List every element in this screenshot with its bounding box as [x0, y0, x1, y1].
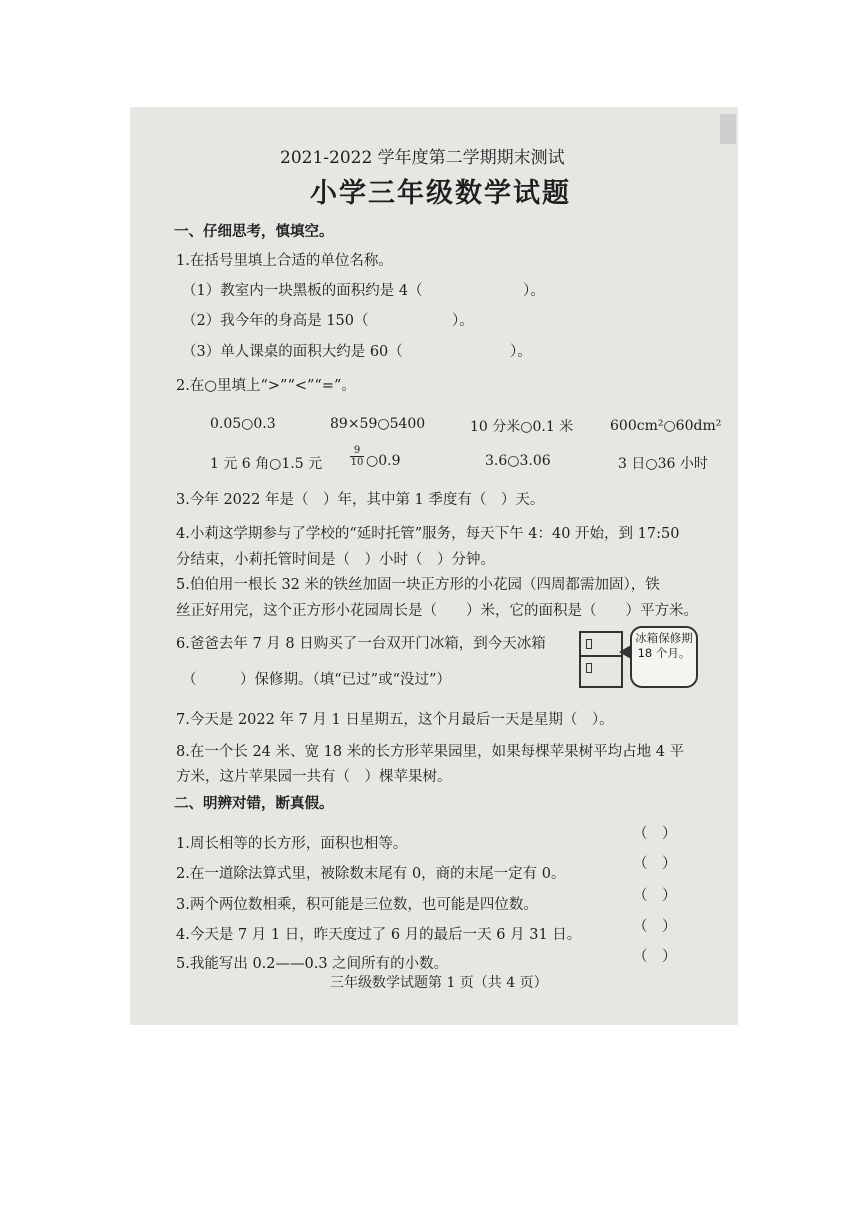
tf-answer-2[interactable]: （ ）	[633, 856, 677, 872]
q7: 7.今天是 2022 年 7 月 1 日星期五，这个月最后一天是星期（ ）。	[176, 712, 614, 728]
tf-item-3: 3.两个两位数相乘，积可能是三位数，也可能是四位数。	[176, 897, 538, 913]
q4-line2: 分结束，小莉托管时间是（ ）小时（ ）分钟。	[176, 552, 495, 568]
warranty-speech-bubble: 冰箱保修期 18 个月。	[630, 626, 698, 688]
q2-compare-1: 0.05○0.3	[210, 416, 276, 432]
q1-part3: （3）单人课桌的面积大约是 60（	[182, 344, 403, 360]
q4-line1: 4.小莉这学期参与了学校的“延时托管”服务，每天下午 4：40 开始，到 17:50	[176, 526, 680, 542]
q1-part1: （1）教室内一块黑板的面积约是 4（	[182, 283, 423, 299]
q5-line2: 丝正好用完，这个正方形小花园周长是（ ）米，它的面积是（ ）平方米。	[176, 603, 698, 619]
exam-paper-photo	[130, 107, 738, 1025]
q5-line1: 5.伯伯用一根长 32 米的铁丝加固一块正方形的小花园（四周都需加固），铁	[176, 577, 660, 593]
q2-compare-4: 600cm²○60dm²	[610, 418, 722, 434]
tf-answer-5[interactable]: （ ）	[633, 949, 677, 965]
tf-item-5: 5.我能写出 0.2——0.3 之间所有的小数。	[176, 956, 449, 972]
tf-item-1: 1.周长相等的长方形，面积也相等。	[176, 836, 408, 852]
q3: 3.今年 2022 年是（ ）年，其中第 1 季度有（ ）天。	[176, 492, 545, 508]
q2-fraction	[350, 445, 364, 468]
q1-stem: 1.在括号里填上合适的单位名称。	[176, 253, 393, 269]
q2-compare-3: 10 分米○0.1 米	[470, 419, 574, 435]
q2-compare-6: ○0.9	[366, 453, 401, 469]
section1-heading: 一、仔细思考，慎填空。	[174, 224, 334, 240]
fridge-door-divider	[581, 655, 621, 657]
tf-item-4: 4.今天是 7 月 1 日，昨天度过了 6 月的最后一天 6 月 31 日。	[176, 927, 582, 943]
exam-title: 小学三年级数学试题	[310, 178, 571, 209]
fridge-handle-bottom	[586, 663, 592, 673]
q6-line1: 6.爸爸去年 7 月 8 日购买了一台双开门冰箱，到今天冰箱	[176, 636, 546, 652]
q2-compare-5: 1 元 6 角○1.5 元	[210, 456, 323, 472]
q2-compare-7: 3.6○3.06	[485, 453, 551, 469]
q1-part2-close: ）。	[452, 313, 474, 329]
tf-item-2: 2.在一道除法算式里，被除数末尾有 0，商的末尾一定有 0。	[176, 866, 566, 882]
tf-answer-1[interactable]: （ ）	[633, 826, 677, 842]
q6-line2: （ ）保修期。（填“已过”或“没过”）	[182, 672, 451, 688]
q8-line2: 方米，这片苹果园一共有（ ）棵苹果树。	[176, 769, 452, 785]
fraction-denominator: 10	[350, 457, 364, 468]
q2-compare-8: 3 日○36 小时	[618, 456, 708, 472]
q2-stem: 2.在○里填上“>”“<”“=”。	[176, 378, 356, 394]
fridge-handle-top	[586, 639, 592, 649]
fraction-numerator: 9	[353, 445, 361, 456]
q2-compare-2: 89×59○5400	[330, 416, 426, 432]
page-footer: 三年级数学试题第 1 页（共 4 页）	[330, 975, 548, 991]
q1-part3-close: ）。	[510, 344, 532, 360]
q1-part1-close: ）。	[523, 283, 545, 299]
tf-answer-3[interactable]: （ ）	[633, 888, 677, 904]
tf-answer-4[interactable]: （ ）	[633, 919, 677, 935]
scan-edge-mark	[720, 114, 736, 144]
q8-line1: 8.在一个长 24 米、宽 18 米的长方形苹果园里，如果每棵苹果树平均占地 4 平	[176, 744, 685, 760]
exam-subtitle: 2021-2022 学年度第二学期期末测试	[280, 148, 565, 168]
section2-heading: 二、明辨对错，断真假。	[174, 796, 334, 812]
q1-part2: （2）我今年的身高是 150（	[182, 313, 369, 329]
fridge-icon	[579, 631, 623, 688]
